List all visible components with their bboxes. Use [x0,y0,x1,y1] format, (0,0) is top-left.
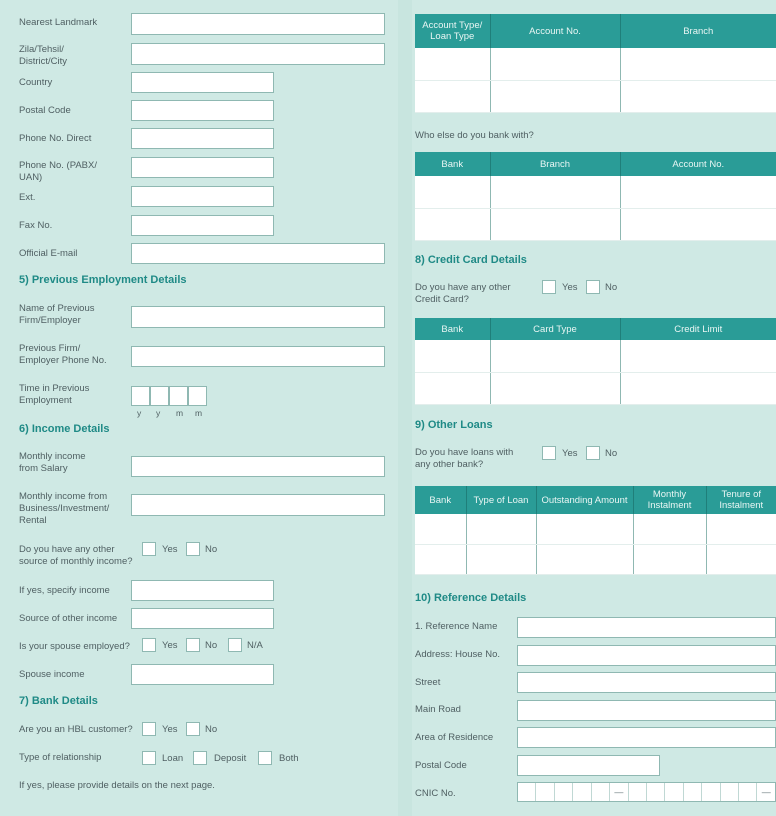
cnic-digit-box[interactable] [646,783,664,801]
time-unit-y2: y [156,408,161,418]
cnic-digit-box[interactable] [664,783,682,801]
reference-area-label: Area of Residence [415,732,494,743]
relationship-both-checkbox[interactable] [258,751,272,765]
prev-employer-name-field[interactable] [131,306,385,328]
reference-main-road-field[interactable] [517,700,776,721]
reference-heading: 10) Reference Details [415,592,527,604]
postal-code-field[interactable] [131,100,274,121]
credit-card-yes-checkbox[interactable] [542,280,556,294]
relationship-type-label: Type of relationship [19,752,102,763]
bank-details-note: If yes, please provide details on the next page. [19,780,215,791]
loans-header-type: Type of Loan [466,486,536,514]
phone-direct-label: Phone No. Direct [19,133,92,144]
loans-header-tenure: Tenure of Instalment [706,486,776,514]
time-month-box-2[interactable] [188,386,207,406]
loans-header-outstanding: Outstanding Amount [536,486,633,514]
bank-details-heading: 7) Bank Details [19,695,98,707]
if-yes-specify-label: If yes, specify income [19,585,110,596]
reference-cnic-field[interactable] [517,782,776,802]
if-yes-specify-field[interactable] [131,580,274,601]
monthly-salary-field[interactable] [131,456,385,477]
cnic-digit-box[interactable] [720,783,738,801]
relationship-loan-checkbox[interactable] [142,751,156,765]
credit-card-header-type: Card Type [490,318,620,340]
reference-street-field[interactable] [517,672,776,693]
loans-header-bank: Bank [415,486,466,514]
time-year-box-1[interactable] [131,386,150,406]
time-unit-m2: m [195,408,203,418]
other-banks-question: Who else do you bank with? [415,130,534,141]
spouse-no-checkbox[interactable] [186,638,200,652]
table-cell[interactable] [620,372,776,404]
accounts-header-type: Account Type/ Loan Type [415,14,490,48]
credit-card-table [415,318,776,405]
spouse-income-field[interactable] [131,664,274,685]
table-cell[interactable] [466,544,536,574]
table-cell[interactable] [706,544,776,574]
ext-label: Ext. [19,192,36,203]
table-cell[interactable] [415,340,490,372]
previous-employment-heading: 5) Previous Employment Details [19,274,187,286]
cnic-digit-box[interactable] [518,783,535,801]
loans-header-monthly: Monthly Instalment [633,486,706,514]
cnic-digit-box[interactable] [628,783,646,801]
prev-employer-phone-field[interactable] [131,346,385,367]
table-cell[interactable] [633,514,706,544]
zila-label: Zila/Tehsil/ District/City [19,44,68,67]
table-cell[interactable] [490,80,620,112]
table-cell[interactable] [490,176,620,208]
table-cell[interactable] [536,544,633,574]
table-cell[interactable] [415,544,466,574]
table-cell[interactable] [620,340,776,372]
country-label: Country [19,77,53,88]
relationship-both-label: Both [279,753,299,764]
reference-area-field[interactable] [517,727,776,748]
prev-employer-phone-label: Previous Firm/ Employer Phone No. [19,343,107,366]
nearest-landmark-field[interactable] [131,13,385,35]
reference-cnic-label: CNIC No. [415,788,456,799]
hbl-no-label: No [205,724,218,735]
credit-card-heading: 8) Credit Card Details [415,254,527,266]
relationship-deposit-label: Deposit [214,753,247,764]
credit-card-no-label: No [605,282,618,293]
relationship-deposit-checkbox[interactable] [193,751,207,765]
income-heading: 6) Income Details [19,423,110,435]
country-field[interactable] [131,72,274,93]
cnic-digit-box[interactable] [701,783,719,801]
table-cell[interactable] [633,544,706,574]
relationship-loan-label: Loan [162,753,184,764]
other-source-no-label: No [205,544,218,555]
credit-card-question: Do you have any other Credit Card? [415,282,511,305]
table-cell[interactable] [415,514,466,544]
nearest-landmark-label: Nearest Landmark [19,17,98,28]
other-banks-header-branch: Branch [490,152,620,176]
other-banks-header-bank: Bank [415,152,490,176]
credit-card-yes-label: Yes [562,282,578,293]
table-cell[interactable] [415,80,490,112]
cnic-dash: — [609,783,627,801]
zila-field[interactable] [131,43,385,65]
phone-direct-field[interactable] [131,128,274,149]
postal-code-label: Postal Code [19,105,71,116]
table-cell[interactable] [490,48,620,80]
accounts-header-branch: Branch [620,14,776,48]
cnic-digit-box[interactable] [683,783,701,801]
table-cell[interactable] [490,208,620,240]
phone-pabx-label: Phone No. (PABX/ UAN) [19,160,97,183]
ext-field[interactable] [131,186,274,207]
time-unit-y1: y [137,408,142,418]
reference-name-field[interactable] [517,617,776,638]
table-cell[interactable] [706,514,776,544]
table-cell[interactable] [415,208,490,240]
cnic-digit-box[interactable] [535,783,553,801]
spouse-yes-checkbox[interactable] [142,638,156,652]
source-other-income-field[interactable] [131,608,274,629]
spouse-na-checkbox[interactable] [228,638,242,652]
reference-postal-code-field[interactable] [517,755,660,776]
table-cell[interactable] [466,514,536,544]
accounts-table [415,14,776,113]
source-other-income-label: Source of other income [19,613,118,624]
reference-postal-code-label: Postal Code [415,760,467,771]
table-cell[interactable] [415,372,490,404]
official-email-label: Official E-mail [19,248,78,259]
other-source-yes-label: Yes [162,544,178,555]
reference-main-road-label: Main Road [415,704,461,715]
other-source-question: Do you have any other source of monthly income? [19,544,133,567]
table-cell[interactable] [620,208,776,240]
other-loans-heading: 9) Other Loans [415,419,493,431]
spouse-no-label: No [205,640,218,651]
table-cell[interactable] [415,48,490,80]
table-cell[interactable] [415,176,490,208]
table-cell[interactable] [620,80,776,112]
credit-card-header-limit: Credit Limit [620,318,776,340]
phone-pabx-field[interactable] [131,157,274,178]
hbl-no-checkbox[interactable] [186,722,200,736]
time-year-box-2[interactable] [150,386,169,406]
other-loans-yes-label: Yes [562,448,578,459]
reference-address-field[interactable] [517,645,776,666]
other-banks-table [415,152,776,241]
prev-employer-name-label: Name of Previous Firm/Employer [19,303,95,326]
cnic-digit-box[interactable] [738,783,756,801]
other-loans-yes-checkbox[interactable] [542,446,556,460]
other-source-no-checkbox[interactable] [186,542,200,556]
cnic-digit-box[interactable] [554,783,572,801]
time-month-box-1[interactable] [169,386,188,406]
cnic-dash: — [756,783,774,801]
other-banks-header-account: Account No. [620,152,776,176]
time-prev-employment-label: Time in Previous Employment [19,383,90,406]
accounts-header-account: Account No. [490,14,620,48]
cnic-digit-box[interactable] [572,783,590,801]
table-cell[interactable] [536,514,633,544]
other-loans-question: Do you have loans with any other bank? [415,447,514,470]
monthly-salary-label: Monthly income from Salary [19,451,86,474]
spouse-employed-question: Is your spouse employed? [19,641,130,652]
other-loans-no-checkbox[interactable] [586,446,600,460]
spouse-yes-label: Yes [162,640,178,651]
hbl-yes-label: Yes [162,724,178,735]
credit-card-no-checkbox[interactable] [586,280,600,294]
other-loans-table [415,486,776,575]
spouse-na-label: N/A [247,640,263,651]
table-cell[interactable] [620,48,776,80]
reference-street-label: Street [415,677,441,688]
spouse-income-label: Spouse income [19,669,85,680]
table-cell[interactable] [490,340,620,372]
reference-name-label: 1. Reference Name [415,621,498,632]
official-email-field[interactable] [131,243,385,264]
time-unit-m1: m [176,408,184,418]
other-source-yes-checkbox[interactable] [142,542,156,556]
fax-label: Fax No. [19,220,53,231]
monthly-business-label: Monthly income from Business/Investment/ Rental [19,491,110,526]
table-cell[interactable] [620,176,776,208]
other-loans-no-label: No [605,448,618,459]
column-divider [398,0,412,816]
hbl-yes-checkbox[interactable] [142,722,156,736]
table-cell[interactable] [490,372,620,404]
reference-address-label: Address: House No. [415,649,501,660]
monthly-business-field[interactable] [131,494,385,516]
fax-field[interactable] [131,215,274,236]
hbl-customer-question: Are you an HBL customer? [19,724,133,735]
cnic-digit-box[interactable] [591,783,609,801]
credit-card-header-bank: Bank [415,318,490,340]
